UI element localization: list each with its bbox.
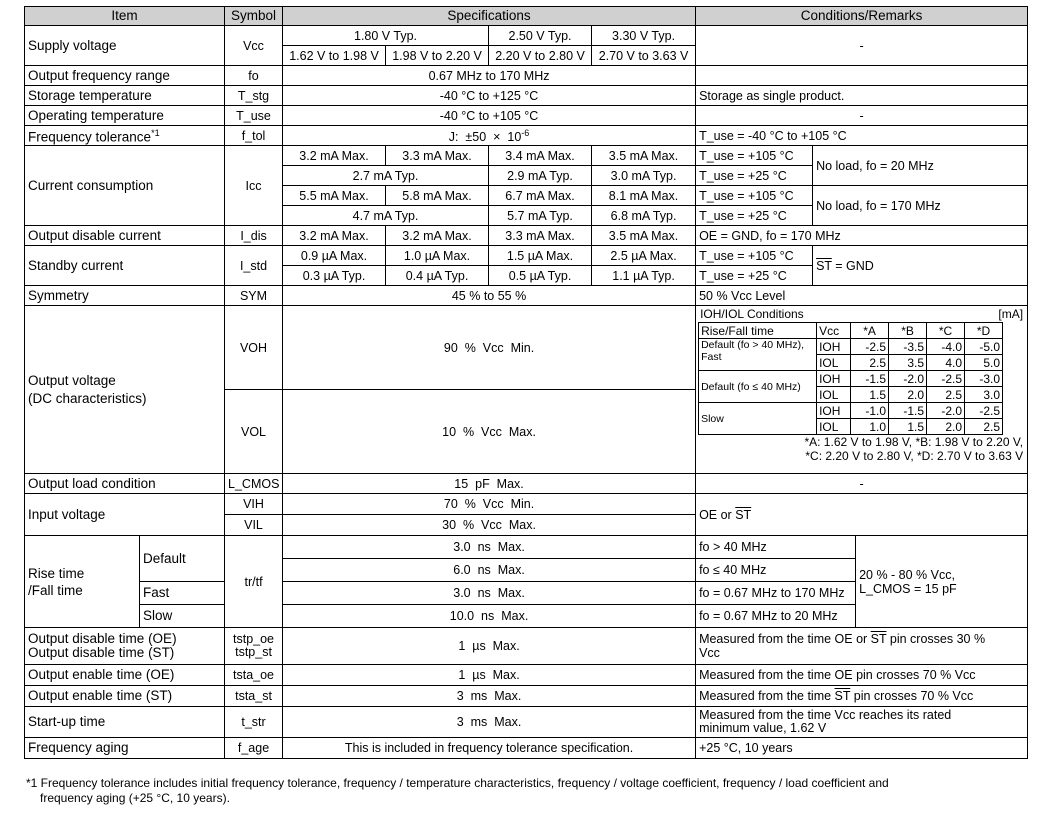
item-frequency-tolerance xyxy=(25,126,225,146)
item-disable-time xyxy=(25,628,225,665)
symbol-icc: Icc xyxy=(225,146,283,226)
spec-vol: 10 % Vcc Max. xyxy=(283,390,696,474)
disable-current-1: 3.2 mA Max. xyxy=(283,226,386,246)
cond-value: 2.0 xyxy=(889,387,927,403)
cond-value: 2.0 xyxy=(927,419,965,435)
row-symmetry xyxy=(25,286,1028,306)
spec-supply-typ-1: 1.80 V Typ. xyxy=(283,26,489,46)
rise-remark-line-2: L_CMOS = 15 pF xyxy=(859,581,957,596)
cond-value: 4.0 xyxy=(927,355,965,371)
spec-sheet xyxy=(24,6,1027,759)
symbol-tsta-oe: tsta_oe xyxy=(225,665,283,686)
current-typ-2: 2.9 mA Typ. xyxy=(489,166,592,186)
item-output-voltage xyxy=(25,306,225,474)
row-current-1 xyxy=(25,146,1028,166)
cond-value: 3.0 xyxy=(965,387,1003,403)
standby-remark-text: = GND xyxy=(831,258,874,273)
spec-operating-temperature: -40 °C to +105 °C xyxy=(283,106,696,126)
disable-remark-post: pin crosses 30 % xyxy=(886,632,986,646)
current-max-4: 3.5 mA Max. xyxy=(592,146,696,166)
symbol-vol: VOL xyxy=(225,390,283,474)
header-symbol: Symbol xyxy=(225,7,283,26)
standby-max-3: 1.5 µA Max. xyxy=(489,246,592,266)
symbol-tstp-st: tstp_st xyxy=(235,645,272,659)
st-pin-label: $\overline{ST}$ xyxy=(870,632,887,646)
standby-max-4: 2.5 µA Max. xyxy=(592,246,696,266)
remark-frequency-range xyxy=(696,66,1028,86)
item-current-consumption: Current consumption xyxy=(25,146,225,226)
cond-value: 3.5 xyxy=(889,355,927,371)
current-typ-high-1: 4.7 mA Typ. xyxy=(283,206,489,226)
row-operating-temperature xyxy=(25,106,1028,126)
cond-header-d: *D xyxy=(965,323,1003,339)
cond-value: -2.5 xyxy=(851,339,889,355)
cond-iol-1: IOL xyxy=(817,355,851,371)
symbol-tuse: T_use xyxy=(225,106,283,126)
symbol-vil: VIL xyxy=(225,515,283,536)
footnote-line-1: *1 Frequency tolerance includes initial frequency tolerance, frequency / temperature characteristics, frequency / voltage coefficient, frequency / load coefficient and xyxy=(26,776,889,790)
current-cond-room-1: T_use = +25 °C xyxy=(696,166,813,186)
row-disable-time xyxy=(25,628,1028,665)
tolerance-exponent: -6 xyxy=(521,128,530,139)
spec-rise-2: 6.0 ns Max. xyxy=(283,559,696,582)
remark-standby xyxy=(813,246,1028,286)
cond-rise-1: fo > 40 MHz xyxy=(696,536,856,559)
cond-value: 5.0 xyxy=(965,355,1003,371)
conditions-title: IOH/IOL Conditions xyxy=(700,307,804,321)
header-conditions: Conditions/Remarks xyxy=(696,7,1028,26)
current-cond-hot-2: T_use = +105 °C xyxy=(696,186,813,206)
header-row xyxy=(25,7,1028,26)
cond-value: -4.0 xyxy=(927,339,965,355)
cond-value: -1.5 xyxy=(851,371,889,387)
cond-iol-3: IOL xyxy=(817,419,851,435)
spec-supply-range-1: 1.62 V to 1.98 V xyxy=(283,46,386,66)
ioh-iol-table xyxy=(698,322,1003,435)
symbol-fo: fo xyxy=(225,66,283,86)
symbol-sym: SYM xyxy=(225,286,283,306)
cond-mode-default-fast: Default (fo > 40 MHz), Fast xyxy=(699,339,817,371)
cond-value: -2.0 xyxy=(889,371,927,387)
spec-frequency-tolerance xyxy=(283,126,696,146)
spec-aging: This is included in frequency tolerance specification. xyxy=(283,738,696,759)
header-specifications: Specifications xyxy=(283,7,696,26)
cond-value: -5.0 xyxy=(965,339,1003,355)
ioh-iol-conditions xyxy=(696,306,1028,474)
startup-remark-line-1: Measured from the time Vcc reaches its rated xyxy=(699,708,952,722)
cond-value: -1.0 xyxy=(851,403,889,419)
item-disable-current: Output disable current xyxy=(25,226,225,246)
conditions-unit: [mA] xyxy=(998,307,1024,321)
input-remark-text: OE or xyxy=(699,507,736,522)
spec-enable-oe: 1 µs Max. xyxy=(283,665,696,686)
remark-startup xyxy=(696,707,1028,738)
cond-value: -2.0 xyxy=(927,403,965,419)
symbol-vcc: Vcc xyxy=(225,26,283,66)
footnote-line-2: frequency aging (+25 °C, 10 years). xyxy=(40,791,230,805)
cond-header-risefall: Rise/Fall time xyxy=(699,323,817,339)
remark-tolerance: T_use = -40 °C to +105 °C xyxy=(696,126,1028,146)
remark-enable-oe: Measured from the time OE pin crosses 70 % Vcc xyxy=(696,665,1028,686)
disable-time-oe-label: Output disable time (OE) xyxy=(28,631,177,646)
item-startup-time: Start-up time xyxy=(25,707,225,738)
cond-value: -3.0 xyxy=(965,371,1003,387)
startup-remark-line-2: minimum value, 1.62 V xyxy=(699,721,827,735)
output-voltage-sublabel: (DC characteristics) xyxy=(28,390,147,406)
cond-value: -2.5 xyxy=(927,371,965,387)
current-typ-1: 2.7 mA Typ. xyxy=(283,166,489,186)
cond-value: 1.5 xyxy=(889,419,927,435)
tolerance-footnote-mark: *1 xyxy=(151,128,160,139)
remark-load-condition: - xyxy=(696,474,1028,494)
standby-typ-4: 1.1 µA Typ. xyxy=(592,266,696,286)
current-load-170mhz: No load, fo = 170 MHz xyxy=(813,186,1028,226)
row-enable-st xyxy=(25,686,1028,707)
remark-disable-time xyxy=(696,628,1028,665)
item-operating-temperature: Operating temperature xyxy=(25,106,225,126)
item-standby-current: Standby current xyxy=(25,246,225,286)
standby-max-1: 0.9 µA Max. xyxy=(283,246,386,266)
remark-storage: Storage as single product. xyxy=(696,86,1028,106)
row-voh xyxy=(25,306,1028,390)
row-frequency-tolerance xyxy=(25,126,1028,146)
item-frequency-range: Output frequency range xyxy=(25,66,225,86)
cond-ioh-3: IOH xyxy=(817,403,851,419)
cond-mode-slow: Slow xyxy=(699,403,817,435)
disable-current-2: 3.2 mA Max. xyxy=(386,226,489,246)
cond-rise-3: fo = 0.67 MHz to 170 MHz xyxy=(696,582,856,605)
item-frequency-aging: Frequency aging xyxy=(25,738,225,759)
current-typ-high-2: 5.7 mA Typ. xyxy=(489,206,592,226)
row-aging xyxy=(25,738,1028,759)
remark-rise-fall xyxy=(856,536,1028,628)
remark-supply: - xyxy=(696,26,1028,66)
specification-table xyxy=(24,6,1028,759)
enable-remark-post: pin crosses 70 % Vcc xyxy=(850,689,974,703)
cond-value: -2.5 xyxy=(965,403,1003,419)
symbol-vih: VIH xyxy=(225,494,283,515)
spec-supply-range-2: 1.98 V to 2.20 V xyxy=(386,46,489,66)
current-max-2: 3.3 mA Max. xyxy=(386,146,489,166)
cond-value: 1.0 xyxy=(851,419,889,435)
item-load-condition: Output load condition xyxy=(25,474,225,494)
remark-disable-current: OE = GND, fo = 170 MHz xyxy=(696,226,1028,246)
symbol-istd: I_std xyxy=(225,246,283,286)
st-pin-label: $\overline{ST}$ xyxy=(834,689,851,703)
spec-load-condition: 15 pF Max. xyxy=(283,474,696,494)
spec-supply-typ-3: 3.30 V Typ. xyxy=(592,26,696,46)
row-disable-current xyxy=(25,226,1028,246)
cond-rise-4: fo = 0.67 MHz to 20 MHz xyxy=(696,605,856,628)
row-storage-temperature xyxy=(25,86,1028,106)
current-load-20mhz: No load, fo = 20 MHz xyxy=(813,146,1028,186)
spec-vil: 30 % Vcc Max. xyxy=(283,515,696,536)
spec-voh: 90 % Vcc Min. xyxy=(283,306,696,390)
current-max-high-1: 5.5 mA Max. xyxy=(283,186,386,206)
enable-remark-pre: Measured from the time xyxy=(699,689,835,703)
current-cond-hot-1: T_use = +105 °C xyxy=(696,146,813,166)
cond-rise-2: fo ≤ 40 MHz xyxy=(696,559,856,582)
footnote xyxy=(26,776,1016,806)
cond-mode-default-low: Default (fo ≤ 40 MHz) xyxy=(699,371,817,403)
spec-supply-range-4: 2.70 V to 3.63 V xyxy=(592,46,696,66)
spec-startup: 3 ms Max. xyxy=(283,707,696,738)
symbol-lcmos: L_CMOS xyxy=(225,474,283,494)
symbol-trtf: tr/tf xyxy=(225,536,283,628)
spec-storage-temperature: -40 °C to +125 °C xyxy=(283,86,696,106)
current-typ-high-3: 6.8 mA Typ. xyxy=(592,206,696,226)
conditions-note-2: *C: 2.20 V to 2.80 V, *D: 2.70 V to 3.63 V xyxy=(805,449,1024,463)
symbol-voh: VOH xyxy=(225,306,283,390)
symbol-tstr: t_str xyxy=(225,707,283,738)
spec-supply-typ-2: 2.50 V Typ. xyxy=(489,26,592,46)
rise-remark-line-1: 20 % - 80 % Vcc, xyxy=(859,567,955,582)
current-max-high-4: 8.1 mA Max. xyxy=(592,186,696,206)
cond-value: -1.5 xyxy=(889,403,927,419)
item-enable-oe: Output enable time (OE) xyxy=(25,665,225,686)
symbol-idis: I_dis xyxy=(225,226,283,246)
tolerance-value: J: ±50 × 10 xyxy=(448,130,522,145)
remark-enable-st xyxy=(696,686,1028,707)
spec-vih: 70 % Vcc Min. xyxy=(283,494,696,515)
current-max-1: 3.2 mA Max. xyxy=(283,146,386,166)
cond-header-vcc: Vcc xyxy=(817,323,851,339)
conditions-note-1: *A: 1.62 V to 1.98 V, *B: 1.98 V to 2.20 V, xyxy=(804,435,1024,449)
cond-header-c: *C xyxy=(927,323,965,339)
symbol-tstg: T_stg xyxy=(225,86,283,106)
item-storage-temperature: Storage temperature xyxy=(25,86,225,106)
spec-supply-range-3: 2.20 V to 2.80 V xyxy=(489,46,592,66)
fall-label: /Fall time xyxy=(28,582,83,598)
disable-time-st-label: Output disable time (ST) xyxy=(28,645,175,660)
rise-mode-default: Default xyxy=(140,536,225,582)
output-voltage-label: Output voltage xyxy=(28,372,116,388)
cond-value: 2.5 xyxy=(851,355,889,371)
cond-value: -3.5 xyxy=(889,339,927,355)
spec-frequency-range: 0.67 MHz to 170 MHz xyxy=(283,66,696,86)
item-rise-fall-time xyxy=(25,536,140,628)
current-max-high-3: 6.7 mA Max. xyxy=(489,186,592,206)
rise-mode-fast: Fast xyxy=(140,582,225,605)
row-frequency-range xyxy=(25,66,1028,86)
standby-typ-3: 0.5 µA Typ. xyxy=(489,266,592,286)
current-cond-room-2: T_use = +25 °C xyxy=(696,206,813,226)
symbol-tstp xyxy=(225,628,283,665)
row-supply-voltage xyxy=(25,26,1028,46)
cond-header-a: *A xyxy=(851,323,889,339)
current-max-high-2: 5.8 mA Max. xyxy=(386,186,489,206)
cond-value: 2.5 xyxy=(965,419,1003,435)
standby-typ-1: 0.3 µA Typ. xyxy=(283,266,386,286)
row-rise-1 xyxy=(25,536,1028,559)
current-typ-3: 3.0 mA Typ. xyxy=(592,166,696,186)
row-load-condition xyxy=(25,474,1028,494)
symbol-ftol: f_tol xyxy=(225,126,283,146)
st-pin-label: $\overline{ST}$ xyxy=(735,507,752,522)
spec-enable-st: 3 ms Max. xyxy=(283,686,696,707)
remark-aging: +25 °C, 10 years xyxy=(696,738,1028,759)
disable-current-3: 3.3 mA Max. xyxy=(489,226,592,246)
rise-label: Rise time xyxy=(28,565,85,581)
standby-typ-2: 0.4 µA Typ. xyxy=(386,266,489,286)
row-standby-1 xyxy=(25,246,1028,266)
row-startup xyxy=(25,707,1028,738)
tolerance-label: Frequency tolerance xyxy=(28,129,152,145)
header-item: Item xyxy=(25,7,225,26)
spec-symmetry: 45 % to 55 % xyxy=(283,286,696,306)
spec-disable-time: 1 µs Max. xyxy=(283,628,696,665)
item-input-voltage: Input voltage xyxy=(25,494,225,536)
cond-ioh-2: IOH xyxy=(817,371,851,387)
remark-operating: - xyxy=(696,106,1028,126)
cond-header-b: *B xyxy=(889,323,927,339)
spec-rise-4: 10.0 ns Max. xyxy=(283,605,696,628)
current-max-3: 3.4 mA Max. xyxy=(489,146,592,166)
remark-input-voltage xyxy=(696,494,1028,536)
row-vih xyxy=(25,494,1028,515)
symbol-tstp-oe: tstp_oe xyxy=(233,632,275,646)
spec-rise-1: 3.0 ns Max. xyxy=(283,536,696,559)
standby-max-2: 1.0 µA Max. xyxy=(386,246,489,266)
item-supply-voltage: Supply voltage xyxy=(25,26,225,66)
spec-rise-3: 3.0 ns Max. xyxy=(283,582,696,605)
cond-value: 1.5 xyxy=(851,387,889,403)
cond-iol-2: IOL xyxy=(817,387,851,403)
symbol-tsta-st: tsta_st xyxy=(225,686,283,707)
standby-cond-hot: T_use = +105 °C xyxy=(696,246,813,266)
disable-remark-pre: Measured from the time OE or xyxy=(699,632,871,646)
disable-current-4: 3.5 mA Max. xyxy=(592,226,696,246)
item-symmetry: Symmetry xyxy=(25,286,225,306)
item-enable-st: Output enable time (ST) xyxy=(25,686,225,707)
symbol-fage: f_age xyxy=(225,738,283,759)
standby-cond-room: T_use = +25 °C xyxy=(696,266,813,286)
cond-ioh-1: IOH xyxy=(817,339,851,355)
remark-symmetry: 50 % Vcc Level xyxy=(696,286,1028,306)
row-enable-oe xyxy=(25,665,1028,686)
st-pin-label: $\overline{ST}$ xyxy=(816,258,832,273)
cond-value: 2.5 xyxy=(927,387,965,403)
disable-remark-line-2: Vcc xyxy=(699,646,720,660)
conditions-header xyxy=(698,306,1025,321)
rise-mode-slow: Slow xyxy=(140,605,225,628)
